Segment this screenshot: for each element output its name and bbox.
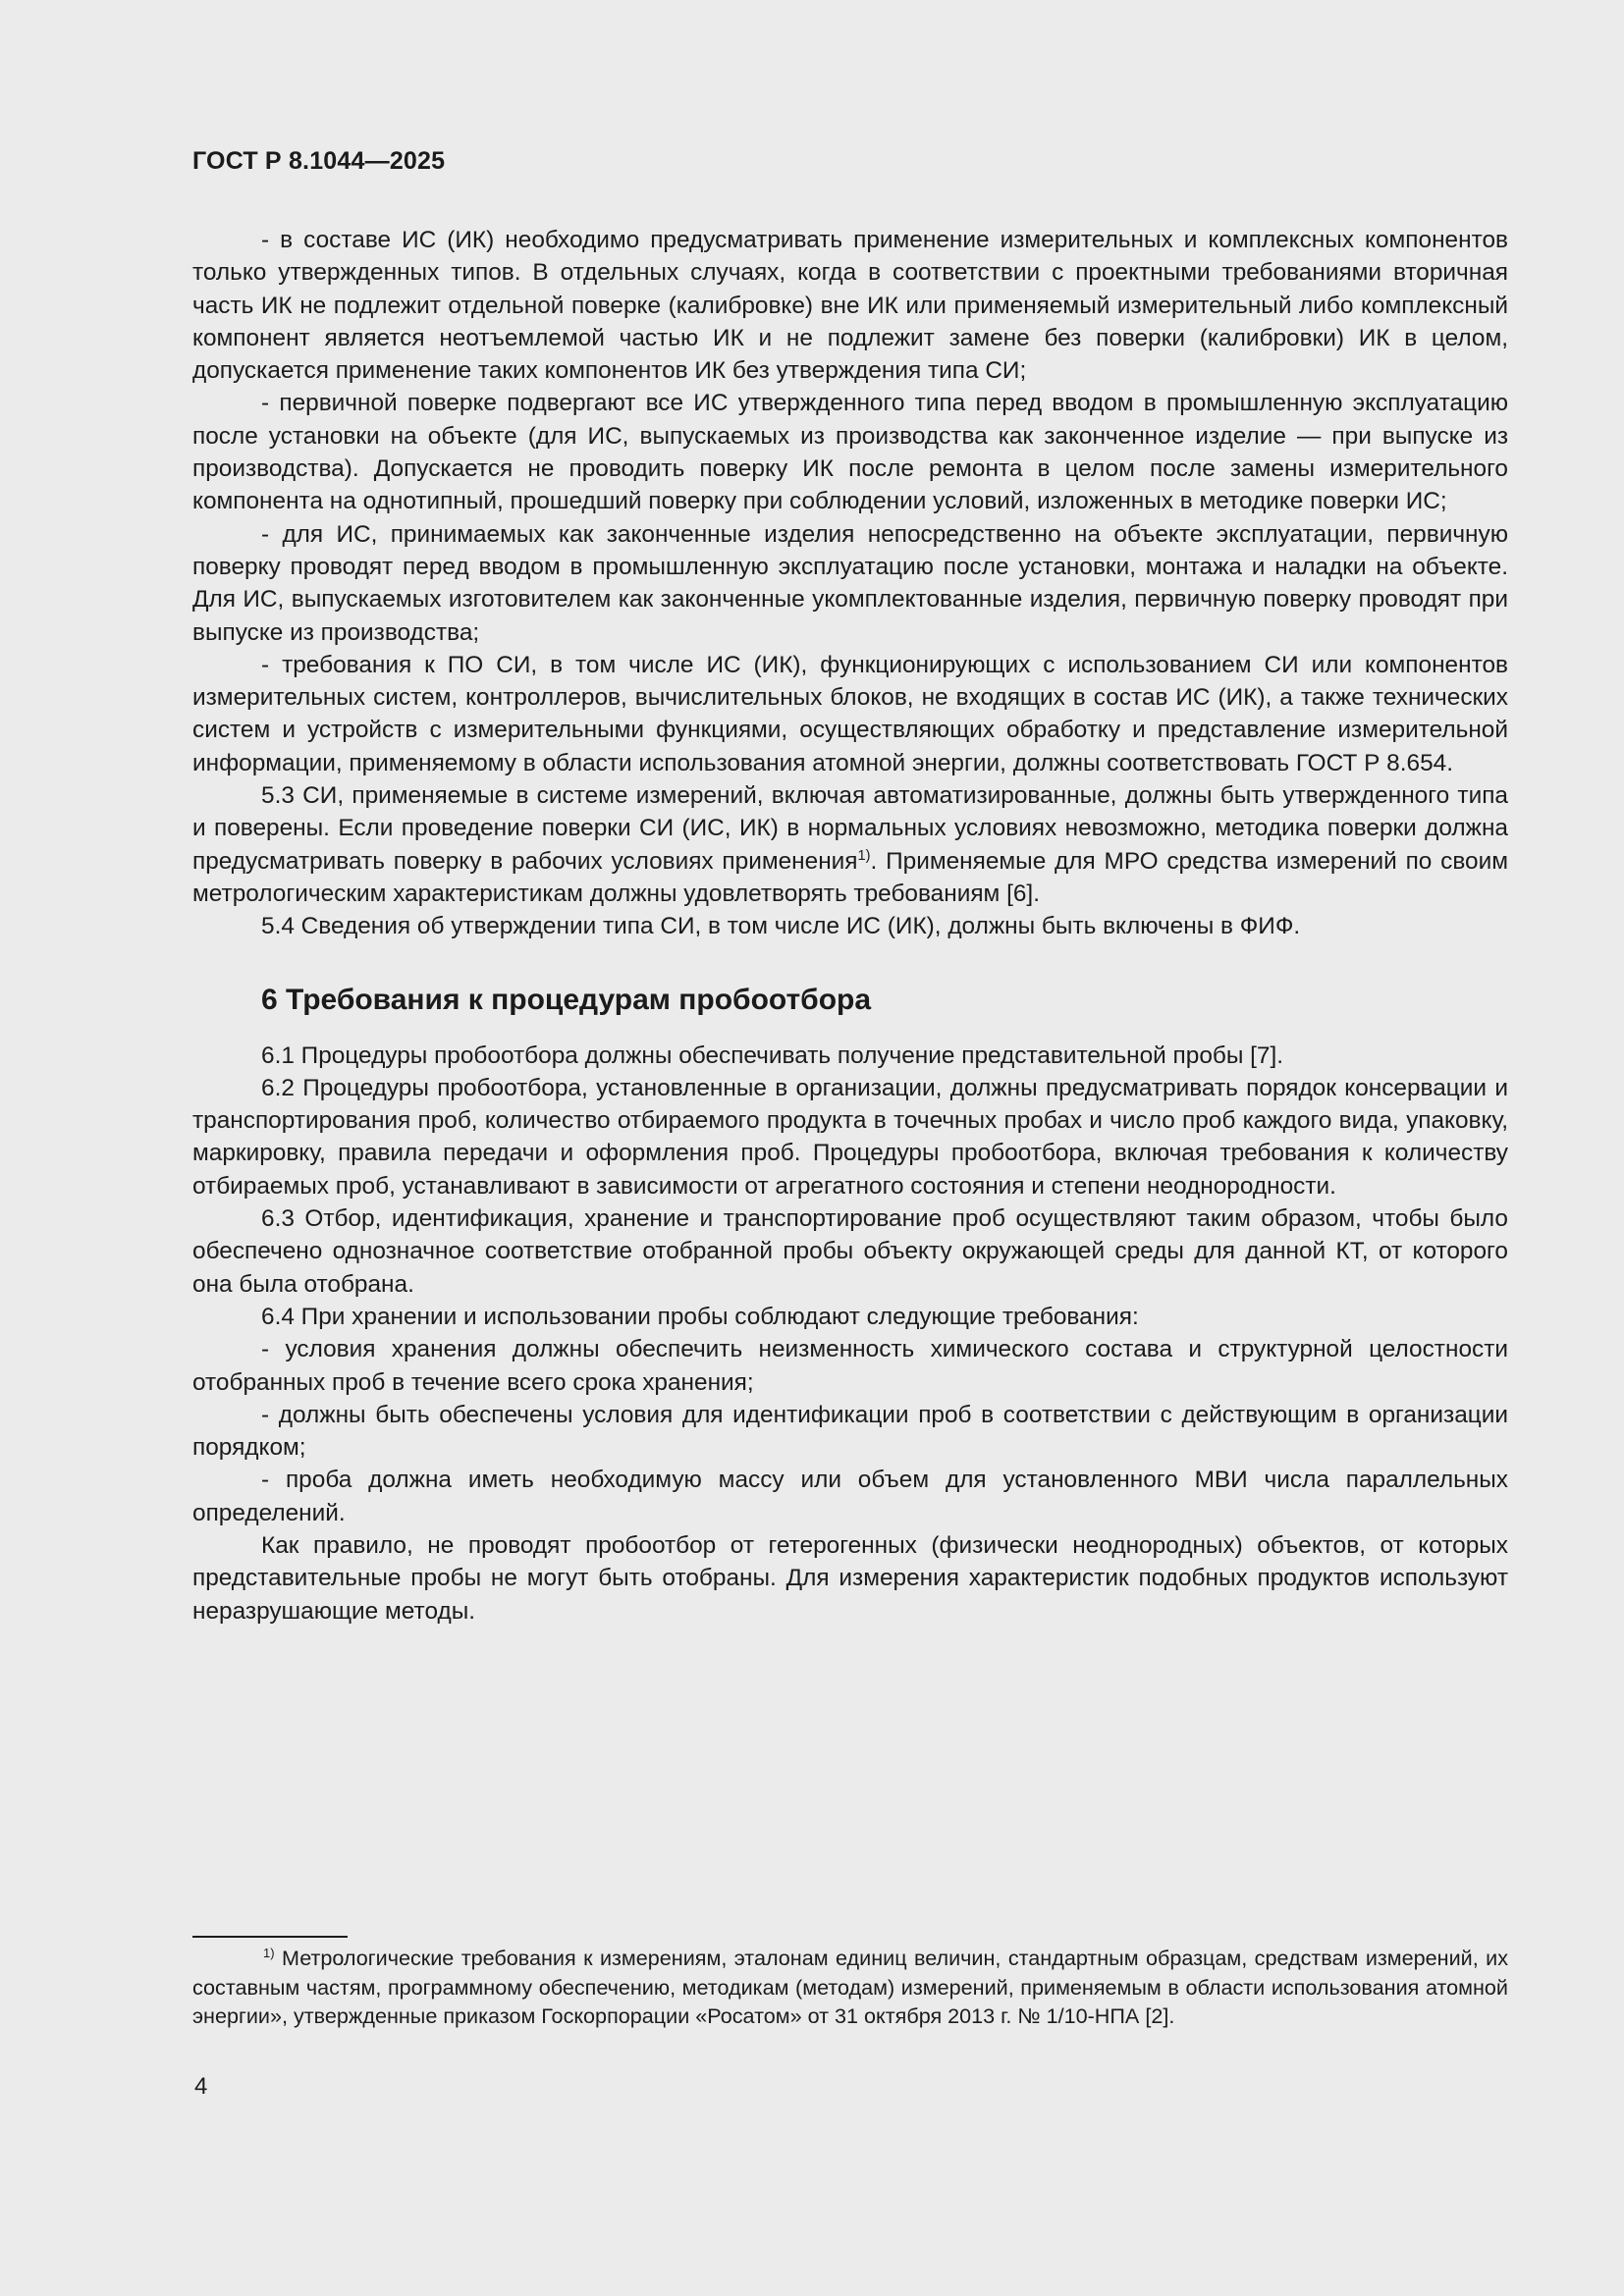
list-item-software-requirements: - требования к ПО СИ, в том числе ИС (ИК), функционирующих с использованием СИ или компонентов измерительных систем, контроллеров, вычислительных блоков, не входящих в состав ИС (ИК), а также технических систем и устройств с измерительными функциями, осуществляющих обработку и представление измерительной информации, применяемому в области использования атомной энергии, должны соответствовать ГОСТ Р 8.654. <box>192 651 1508 776</box>
list-item-primary-verification: - первичной поверке подвергают все ИС утвержденного типа перед вводом в промышленную эксплуатацию после установки на объекте (для ИС, выпускаемых из производства как законченное изделие — при выпуске из производства). Допускается не проводить поверку ИК после ремонта в целом после замены измерительного компонента на однотипный, прошедший поверку при соблюдении условий, изложенных в методике поверки ИС; <box>192 390 1508 515</box>
footnote-separator <box>192 1936 348 1938</box>
document-code-header: ГОСТ Р 8.1044—2025 <box>192 147 446 175</box>
list-item-storage-conditions: - условия хранения должны обеспечить неизменность химического состава и структурной целостности отобранных проб в течение всего срока хранения; <box>192 1336 1508 1396</box>
list-item-finished-products: - для ИС, принимаемых как законченные изделия непосредственно на объекте эксплуатации, первичную поверку проводят перед вводом в промышленную эксплуатацию после установки, монтажа и наладки на объекте. Для ИС, выпускаемых изготовителем как законченные укомплектованные изделия, первичную поверку проводят при выпуске из производства; <box>192 520 1508 646</box>
paragraph-heterogeneous-objects: Как правило, не проводят пробоотбор от гетерогенных (физически неоднородных) объектов, от которых представительные пробы не могут быть отобраны. Для измерения характеристик подобных продуктов используют неразрушающие методы. <box>192 1531 1508 1625</box>
clause-5-3 <box>192 779 1508 910</box>
footnote-reference: 1) <box>857 847 871 864</box>
list-item-sample-mass: - проба должна иметь необходимую массу или объем для установленного МВИ числа параллельных определений. <box>192 1467 1508 1526</box>
clause-6-4: 6.4 При хранении и использовании пробы соблюдают следующие требования: <box>261 1303 1139 1330</box>
clause-5-4: 5.4 Сведения об утверждении типа СИ, в том числе ИС (ИК), должны быть включены в ФИФ. <box>261 913 1301 940</box>
section-6-heading: 6 Требования к процедурам пробоотбора <box>261 983 872 1016</box>
clause-6-2: 6.2 Процедуры пробоотбора, установленные в организации, должны предусматривать порядок консервации и транспортирования проб, количество отбираемого продукта в точечных пробах и число проб каждого вида, упаковку, маркировку, правила передачи и оформления проб. Процедуры пробоотбора, включая требования к количеству отбираемых проб, устанавливают в зависимости от агрегатного состояния и степени неоднородности. <box>192 1074 1508 1200</box>
list-item-identification: - должны быть обеспечены условия для идентификации проб в соответствии с действующим в организации порядком; <box>192 1401 1508 1462</box>
page-number: 4 <box>194 2073 208 2100</box>
clause-5-3-text-end: . Применяемые для МРО средства измерений по своим метрологическим характеристикам должны удовлетворять требованиям [6]. <box>192 847 1508 907</box>
footnote-text: Метрологические требования к измерениям, эталонам единиц величин, стандартным образцам, средствам измерений, их составным частям, программному обеспечению, методикам (методам) измерений, применяемым в области использования атомной энергии», утвержденные приказом Госкорпорации «Росатом» от 31 октября 2013 г. № 1/10-НПА [2]. <box>192 1946 1508 2028</box>
footnote: $^{1)}$ Метрологические требования к измерениям, эталонам единиц величин, стандартным образцам, средствам измерений, их составным частям, программному обеспечению, методикам (методам) измерений, применяемым в области использования атомной энергии», утвержденные приказом Госкорпорации «Росатом» от 31 октября 2013 г. № 1/10-НПА [2]. <box>192 1945 1508 2028</box>
clause-6-3: 6.3 Отбор, идентификация, хранение и транспортирование проб осуществляют таким образом, чтобы было обеспечено однозначное соответствие отобранной пробы объекту окружающей среды для данной КТ, от которого она была отобрана. <box>192 1205 1508 1298</box>
clause-5-3-text: 5.3 СИ, применяемые в системе измерений, включая автоматизированные, должны быть утвержденного типа и поверены. Если проведение поверки СИ (ИС, ИК) в нормальных условиях невозможно, методика поверки должна предусматривать поверку в рабочих условиях применения <box>192 782 1508 875</box>
main-text <box>192 224 1508 1628</box>
list-item-components: - в составе ИС (ИК) необходимо предусматривать применение измерительных и комплексных компонентов только утвержденных типов. В отдельных случаях, когда в соответствии с проектными требованиями вторичная часть ИК не подлежит отдельной поверке (калибровке) вне ИК или применяемый измерительный либо комплексный компонент является неотъемлемой частью ИК и не подлежит замене без поверки (калибровки) ИК в целом, допускается применение таких компонентов ИК без утверждения типа СИ; <box>192 227 1508 385</box>
clause-6-1: 6.1 Процедуры пробоотбора должны обеспечивать получение представительной пробы [7]. <box>261 1041 1284 1069</box>
